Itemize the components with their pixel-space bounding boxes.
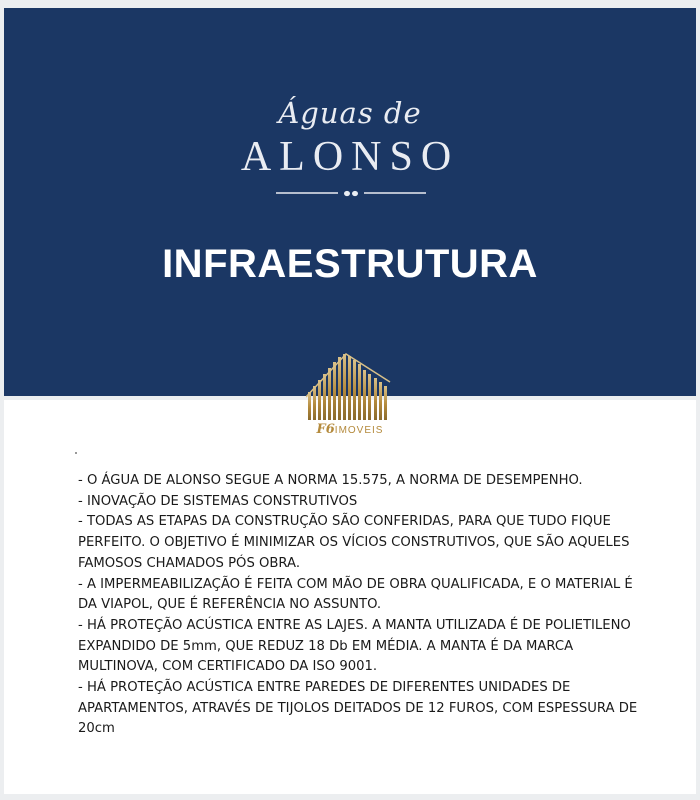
logo-ornament-icon [276, 186, 426, 200]
logo-name-text: ALONSO [240, 134, 460, 180]
header-banner [4, 8, 696, 396]
building-logo-icon [306, 352, 392, 422]
logo-script-text: Águas de [278, 96, 422, 130]
paragraph-norma: - O ÁGUA DE ALONSO SEGUE A NORMA 15.575, A NORMA DE DESEMPENHO. [78, 473, 583, 488]
brand-name [300, 422, 400, 440]
infrastructure-text [78, 471, 638, 740]
paragraph-protecao-paredes: - HÁ PROTEÇÃO ACÚSTICA ENTRE PAREDES DE DIFERENTES UNIDADES DE APARTAMENTOS, ATRAVÉS DE TIJOLOS DEITADOS DE 12 FUROS, COM ESPESSURA DE 20cm [78, 680, 638, 737]
paragraph-inovacao: - INOVAÇÃO DE SISTEMAS CONSTRUTIVOS [78, 493, 358, 509]
brand-name-suffix: IMOVEIS [334, 425, 384, 436]
paragraph-impermeabilizacao: - A IMPERMEABILIZAÇÃO É FEITA COM MÃO DE OBRA QUALIFICADA, E O MATERIAL É DA VIAPOL, QUE É REFERÊNCIA NO ASSUNTO. [78, 576, 633, 613]
paragraph-etapas: - TODAS AS ETAPAS DA CONSTRUÇÃO SÃO CONFERIDAS, PARA QUE TUDO FIQUE PERFEITO. O OBJETIVO É MINIMIZAR OS VÍCIOS CONSTRUTIVOS, QUE SÃO AQUELES FAMOSOS CHAMADOS PÓS OBRA. [78, 514, 630, 571]
stray-dot [75, 452, 77, 454]
paragraph-protecao-lajes: - HÁ PROTEÇÃO ACÚSTICA ENTRE AS LAJES. A MANTA UTILIZADA É DE POLIETILENO EXPANDIDO DE 5mm, QUE REDUZ 18 Db EM MÉDIA. A MANTA É DA MARCA MULTINOVA, COM CERTIFICADO DA ISO 9001. [78, 617, 631, 675]
brand-name-prefix: F6 [316, 422, 335, 437]
page-title: INFRAESTRUTURA [162, 242, 538, 286]
